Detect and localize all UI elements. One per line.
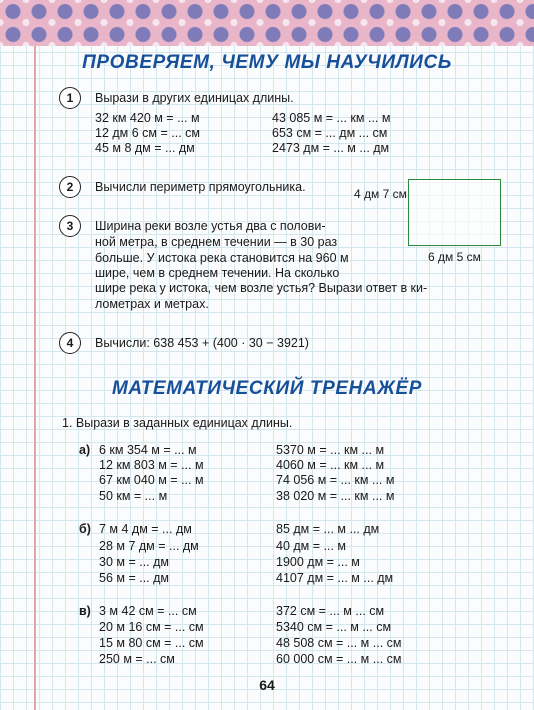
group-c-right-1: 372 см = ... м ... см xyxy=(276,604,385,618)
task-number-1: 1 xyxy=(59,87,81,109)
group-label-a: а) xyxy=(79,443,91,457)
group-b-right-1: 85 дм = ... м ... дм xyxy=(276,522,380,536)
task-1-text: Вырази в других единицах длины. xyxy=(95,91,294,105)
task-1-right-2: 653 см = ... дм ... см xyxy=(272,126,388,140)
group-b-right-2: 40 дм = ... м xyxy=(276,539,346,553)
task-1-right-1: 43 085 м = ... км ... м xyxy=(272,111,391,125)
task-1-left-1: 32 км 420 м = ... м xyxy=(95,111,200,125)
task-3-line-4: шире, чем в среднем течении. На сколько xyxy=(95,266,340,280)
rect-bottom-label: 6 дм 5 см xyxy=(428,250,481,264)
section-heading-check: ПРОВЕРЯЕМ, ЧЕМУ МЫ НАУЧИЛИСЬ xyxy=(82,52,452,73)
group-b-left-3: 30 м = ... дм xyxy=(99,555,169,569)
section-heading-trainer: МАТЕМАТИЧЕСКИЙ ТРЕНАЖЁР xyxy=(111,378,423,399)
task-3-line-6: лометрах и метрах. xyxy=(95,297,209,311)
trainer-intro: 1. Вырази в заданных единицах длины. xyxy=(62,416,293,430)
group-c-right-4: 60 000 см = ... м ... см xyxy=(276,652,402,666)
task-3-line-3: больше. У истока река становится на 960 м xyxy=(95,251,349,265)
group-label-c: в) xyxy=(79,604,91,618)
group-label-b: б) xyxy=(79,522,91,536)
group-c-right-3: 48 508 см = ... м ... см xyxy=(276,636,402,650)
task-4-text: Вычисли: 638 453 + (400 · 30 − 3921) xyxy=(95,336,309,350)
group-c-left-3: 15 м 80 см = ... см xyxy=(99,636,204,650)
group-c-left-1: 3 м 42 см = ... см xyxy=(99,604,197,618)
task-3-line-1: Ширина реки возле устья два с полови- xyxy=(95,219,326,233)
task-1-right-3: 2473 дм = ... м ... дм xyxy=(272,141,390,155)
rect-side-label: 4 дм 7 см xyxy=(354,187,407,201)
task-1-left-2: 12 дм 6 см = ... см xyxy=(95,126,200,140)
page-number: 64 xyxy=(259,677,275,693)
task-3-line-2: ной метра, в среднем течении — в 30 раз xyxy=(95,235,338,249)
group-a-right-3: 74 056 м = ... км ... м xyxy=(276,473,395,487)
group-a-right-1: 5370 м = ... км ... м xyxy=(276,443,385,457)
group-b-left-2: 28 м 7 дм = ... дм xyxy=(99,539,199,553)
group-a-left-3: 67 км 040 м = ... м xyxy=(99,473,204,487)
task-2-text: Вычисли периметр прямоугольника. xyxy=(95,180,306,194)
group-a-left-1: 6 км 354 м = ... м xyxy=(99,443,197,457)
group-a-left-2: 12 км 803 м = ... м xyxy=(99,458,204,472)
group-b-right-4: 4107 дм = ... м ... дм xyxy=(276,571,394,585)
task-1-left-3: 45 м 8 дм = ... дм xyxy=(95,141,195,155)
group-a-right-4: 38 020 м = ... км ... м xyxy=(276,489,395,503)
task-3-line-5: шире река у истока, чем возле устья? Вырази ответ в ки- xyxy=(95,281,428,295)
group-b-left-1: 7 м 4 дм = ... дм xyxy=(99,522,192,536)
task-number-2: 2 xyxy=(59,176,81,198)
group-b-right-3: 1900 дм = ... м xyxy=(276,555,360,569)
group-a-right-2: 4060 м = ... км ... м xyxy=(276,458,385,472)
decorative-banner xyxy=(0,0,534,46)
group-c-right-2: 5340 см = ... м ... см xyxy=(276,620,392,634)
group-b-left-4: 56 м = ... дм xyxy=(99,571,169,585)
group-c-left-2: 20 м 16 см = ... см xyxy=(99,620,204,634)
group-c-left-4: 250 м = ... см xyxy=(99,652,175,666)
group-a-left-4: 50 км = ... м xyxy=(99,489,168,503)
rectangle-figure xyxy=(408,179,501,246)
task-number-4: 4 xyxy=(59,332,81,354)
task-number-3: 3 xyxy=(59,215,81,237)
